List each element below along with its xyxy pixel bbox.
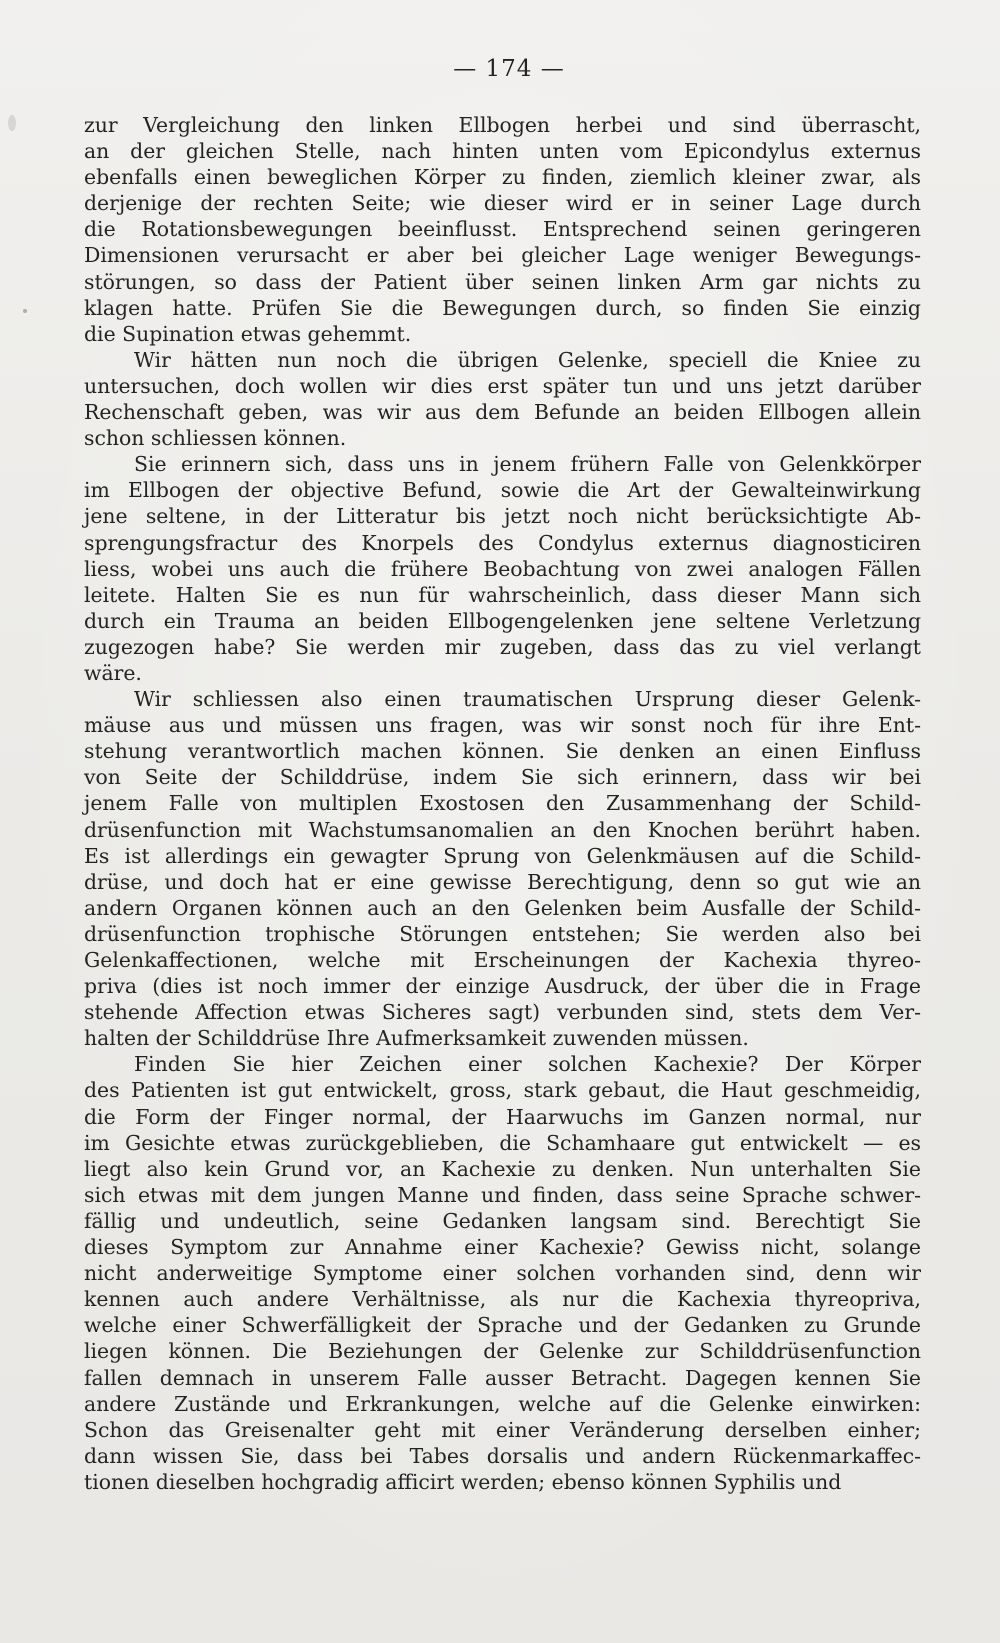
paragraph: [84, 112, 921, 347]
text-line: drüsenfunction mit Wachstumsanomalien an den Knochen berührt haben.: [84, 817, 921, 842]
text-line: Finden Sie hier Zeichen einer solchen Kachexie? Der Körper: [134, 1052, 921, 1077]
text-line: untersuchen, doch wollen wir dies erst später tun und uns jetzt darüber: [84, 373, 921, 398]
text-line: dann wissen Sie, dass bei Tabes dorsalis und andern Rückenmarkaffec-: [84, 1443, 921, 1468]
text-line: mäuse aus und müssen uns fragen, was wir sonst noch für ihre Ent-: [84, 713, 921, 738]
text-line: Gelenkaffectionen, welche mit Erscheinungen der Kachexia thyreo-: [84, 948, 921, 972]
text-line: priva (dies ist noch immer der einzige Ausdruck, der über die in Frage: [84, 974, 921, 999]
body-text: [84, 112, 921, 1495]
paragraph: [84, 347, 921, 451]
text-line: sprengungsfractur des Knorpels des Condylus externus diagnosticiren: [84, 530, 921, 555]
text-line: sich etwas mit dem jungen Manne und finden, dass seine Sprache schwer-: [84, 1182, 921, 1207]
text-line: andern Organen können auch an den Gelenken beim Ausfalle der Schild-: [84, 895, 921, 920]
text-line: Dimensionen verursacht er aber bei gleicher Lage weniger Bewegungs-: [84, 243, 921, 268]
text-line: drüsenfunction trophische Störungen entstehen; Sie werden also bei: [84, 921, 921, 946]
text-line: Sie erinnern sich, dass uns in jenem frühern Falle von Gelenkkörper: [134, 452, 921, 477]
text-line: im Ellbogen der objective Befund, sowie die Art der Gewalteinwirkung: [84, 478, 921, 503]
text-line: Schon das Greisenalter geht mit einer Veränderung derselben einher;: [84, 1417, 921, 1442]
text-line: von Seite der Schilddrüse, indem Sie sich erinnern, dass wir bei: [84, 765, 921, 790]
text-line: Es ist allerdings ein gewagter Sprung von Gelenkmäusen auf die Schild-: [84, 843, 921, 868]
text-line: Wir hätten nun noch die übrigen Gelenke, speciell die Kniee zu: [134, 347, 921, 372]
margin-mark: [23, 309, 27, 313]
text-line: welche einer Schwerfälligkeit der Sprache und der Gedanken zu Grunde: [84, 1313, 921, 1338]
text-line: Wir schliessen also einen traumatischen Ursprung dieser Gelenk-: [134, 687, 921, 712]
text-line: schon schliessen können.: [84, 426, 347, 451]
text-line: drüse, und doch hat er eine gewisse Berechtigung, denn so gut wie an: [84, 869, 921, 894]
text-line: halten der Schilddrüse Ihre Aufmerksamkeit zuwenden müssen.: [84, 1026, 749, 1051]
text-line: liess, wobei uns auch die frühere Beobachtung von zwei analogen Fällen: [84, 556, 921, 581]
text-line: andere Zustände und Erkrankungen, welche auf die Gelenke einwirken:: [84, 1391, 921, 1416]
text-line: die Supination etwas gehemmt.: [84, 321, 412, 346]
text-line: klagen hatte. Prüfen Sie die Bewegungen durch, so finden Sie einzig: [84, 295, 921, 320]
text-line: nicht anderweitige Symptome einer solchen vorhanden sind, denn wir: [84, 1261, 921, 1286]
text-line: jenem Falle von multiplen Exostosen den Zusammenhang der Schild-: [84, 791, 921, 816]
text-line: jene seltene, in der Litteratur bis jetzt noch nicht berücksichtigte Ab-: [84, 504, 921, 529]
paragraph: [84, 1051, 921, 1495]
text-line: zugezogen habe? Sie werden mir zugeben, dass das zu viel verlangt: [84, 634, 921, 659]
text-line: störungen, so dass der Patient über seinen linken Arm gar nichts zu: [84, 269, 921, 294]
text-line: kennen auch andere Verhältnisse, als nur die Kachexia thyreopriva,: [84, 1287, 921, 1312]
text-line: leitete. Halten Sie es nun für wahrscheinlich, dass dieser Mann sich: [84, 582, 921, 607]
text-line: die Rotationsbewegungen beeinflusst. Entsprechend seinen geringeren: [84, 217, 921, 242]
paragraph: [84, 451, 921, 686]
page-speck: [8, 115, 16, 131]
text-line: an der gleichen Stelle, nach hinten unten vom Epicondylus externus: [84, 139, 921, 164]
page-number: — 174 —: [453, 56, 565, 82]
text-line: fallen demnach in unserem Falle ausser Betracht. Dagegen kennen Sie: [84, 1365, 921, 1390]
text-line: liegt also kein Grund vor, an Kachexie zu denken. Nun unterhalten Sie: [84, 1156, 921, 1181]
text-line: die Form der Finger normal, der Haarwuchs im Ganzen normal, nur: [84, 1104, 921, 1129]
text-line: liegen können. Die Beziehungen der Gelenke zur Schilddrüsenfunction: [84, 1339, 921, 1364]
text-line: des Patienten ist gut entwickelt, gross, stark gebaut, die Haut geschmeidig,: [84, 1078, 921, 1103]
text-line: zur Vergleichung den linken Ellbogen herbei und sind überrascht,: [84, 113, 921, 137]
text-line: fällig und undeutlich, seine Gedanken langsam sind. Berechtigt Sie: [84, 1208, 921, 1233]
text-line: im Gesichte etwas zurückgeblieben, die Schamhaare gut entwickelt — es: [84, 1130, 921, 1155]
text-line: stehung verantwortlich machen können. Sie denken an einen Einfluss: [84, 739, 921, 764]
text-line: tionen dieselben hochgradig afficirt werden; ebenso können Syphilis und: [84, 1469, 842, 1494]
text-line: ebenfalls einen beweglichen Körper zu finden, ziemlich kleiner zwar, als: [84, 165, 921, 190]
text-line: dieses Symptom zur Annahme einer Kachexie? Gewiss nicht, solange: [84, 1235, 921, 1260]
text-line: wäre.: [84, 660, 142, 685]
text-line: derjenige der rechten Seite; wie dieser wird er in seiner Lage durch: [84, 191, 921, 216]
text-line: durch ein Trauma an beiden Ellbogengelenken jene seltene Verletzung: [84, 608, 921, 633]
text-line: stehende Affection etwas Sicheres sagt) verbunden sind, stets dem Ver-: [84, 1000, 921, 1025]
text-line: Rechenschaft geben, was wir aus dem Befunde an beiden Ellbogen allein: [84, 400, 921, 425]
paragraph: [84, 686, 921, 1051]
